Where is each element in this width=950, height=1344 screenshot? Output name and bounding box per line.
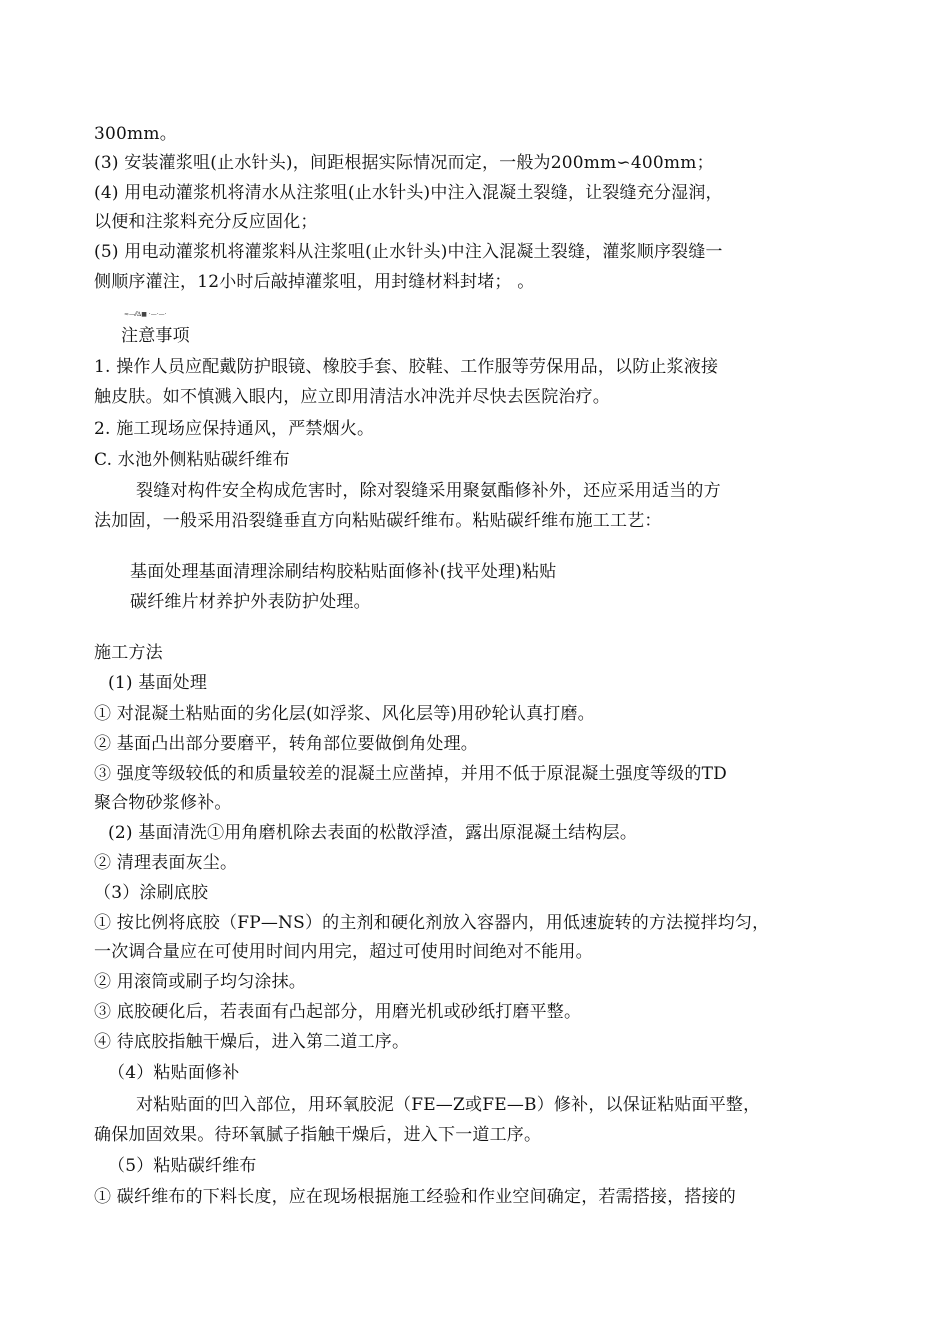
- text-line: ① 碳纤维布的下料长度，应在现场根据施工经验和作业空间确定，若需搭接，搭接的: [94, 1187, 737, 1207]
- subsection-heading: （3）涂刷底胶: [94, 883, 209, 903]
- section-heading: 施工方法: [94, 643, 163, 663]
- text-line: 法加固，一般采用沿裂缝垂直方向粘贴碳纤维布。粘贴碳纤维布施工工艺：: [94, 511, 662, 531]
- text-line: ② 基面凸出部分要磨平，转角部位要做倒角处理。: [94, 734, 479, 754]
- text-line: 侧顺序灌注，12小时后敲掉灌浆咀，用封缝材料封堵； 。: [94, 272, 535, 292]
- subsection-heading: (2) 基面清洗①用角磨机除去表面的松散浮渣，露出原混凝土结构层。: [108, 823, 638, 843]
- subsection-heading: （4）粘贴面修补: [108, 1063, 240, 1083]
- scan-artifact: ≈—⁄⁄∆■ ·—·—·: [124, 311, 167, 318]
- text-line: 1. 操作人员应配戴防护眼镜、橡胶手套、胶鞋、工作服等劳保用品，以防止浆液接: [94, 357, 719, 377]
- subsection-heading: （5）粘贴碳纤维布: [108, 1156, 257, 1176]
- text-line: 聚合物砂浆修补。: [94, 793, 232, 813]
- text-line: (3) 安装灌浆咀(止水针头)，间距根据实际情况而定，一般为200mm∽400mm；: [94, 153, 714, 173]
- text-line: 对粘贴面的凹入部位，用环氧胶泥（FE—Z或FE—B）修补，以保证粘贴面平整，: [136, 1095, 761, 1115]
- section-heading: C. 水池外侧粘贴碳纤维布: [94, 450, 290, 470]
- subsection-heading: (1) 基面处理: [108, 673, 208, 693]
- process-line: 基面处理基面清理涂刷结构胶粘贴面修补(找平处理)粘贴: [130, 562, 557, 582]
- section-heading: 注意事项: [121, 326, 190, 346]
- text-line: 触皮肤。如不慎溅入眼内，应立即用清洁水冲洗并尽快去医院治疗。: [94, 387, 610, 407]
- text-line: 300mm。: [94, 124, 177, 144]
- text-line: ① 对混凝土粘贴面的劣化层(如浮浆、风化层等)用砂轮认真打磨。: [94, 704, 595, 724]
- text-line: ④ 待底胶指触干燥后，进入第二道工序。: [94, 1032, 410, 1052]
- text-line: ② 用滚筒或刷子均匀涂抹。: [94, 972, 307, 992]
- text-line: 以便和注浆料充分反应固化；: [94, 212, 318, 232]
- text-line: 2. 施工现场应保持通风，严禁烟火。: [94, 419, 375, 439]
- text-line: ① 按比例将底胶（FP—NS）的主剂和硬化剂放入容器内，用低速旋转的方法搅拌均匀，: [94, 913, 770, 933]
- process-line: 碳纤维片材养护外表防护处理。: [130, 592, 371, 612]
- text-line: ② 清理表面灰尘。: [94, 853, 238, 873]
- text-line: ③ 强度等级较低的和质量较差的混凝土应凿掉，并用不低于原混凝土强度等级的TD: [94, 764, 727, 784]
- text-line: 裂缝对构件安全构成危害时，除对裂缝采用聚氨酯修补外，还应采用适当的方: [136, 481, 721, 501]
- text-line: 一次调合量应在可使用时间内用完，超过可使用时间绝对不能用。: [94, 942, 593, 962]
- text-line: ③ 底胶硬化后，若表面有凸起部分，用磨光机或砂纸打磨平整。: [94, 1002, 582, 1022]
- text-line: 确保加固效果。待环氧腻子指触干燥后，进入下一道工序。: [94, 1125, 542, 1145]
- text-line: (4) 用电动灌浆机将清水从注浆咀(止水针头)中注入混凝土裂缝，让裂缝充分湿润，: [94, 183, 723, 203]
- text-line: (5) 用电动灌浆机将灌浆料从注浆咀(止水针头)中注入混凝土裂缝，灌浆顺序裂缝一: [94, 242, 723, 262]
